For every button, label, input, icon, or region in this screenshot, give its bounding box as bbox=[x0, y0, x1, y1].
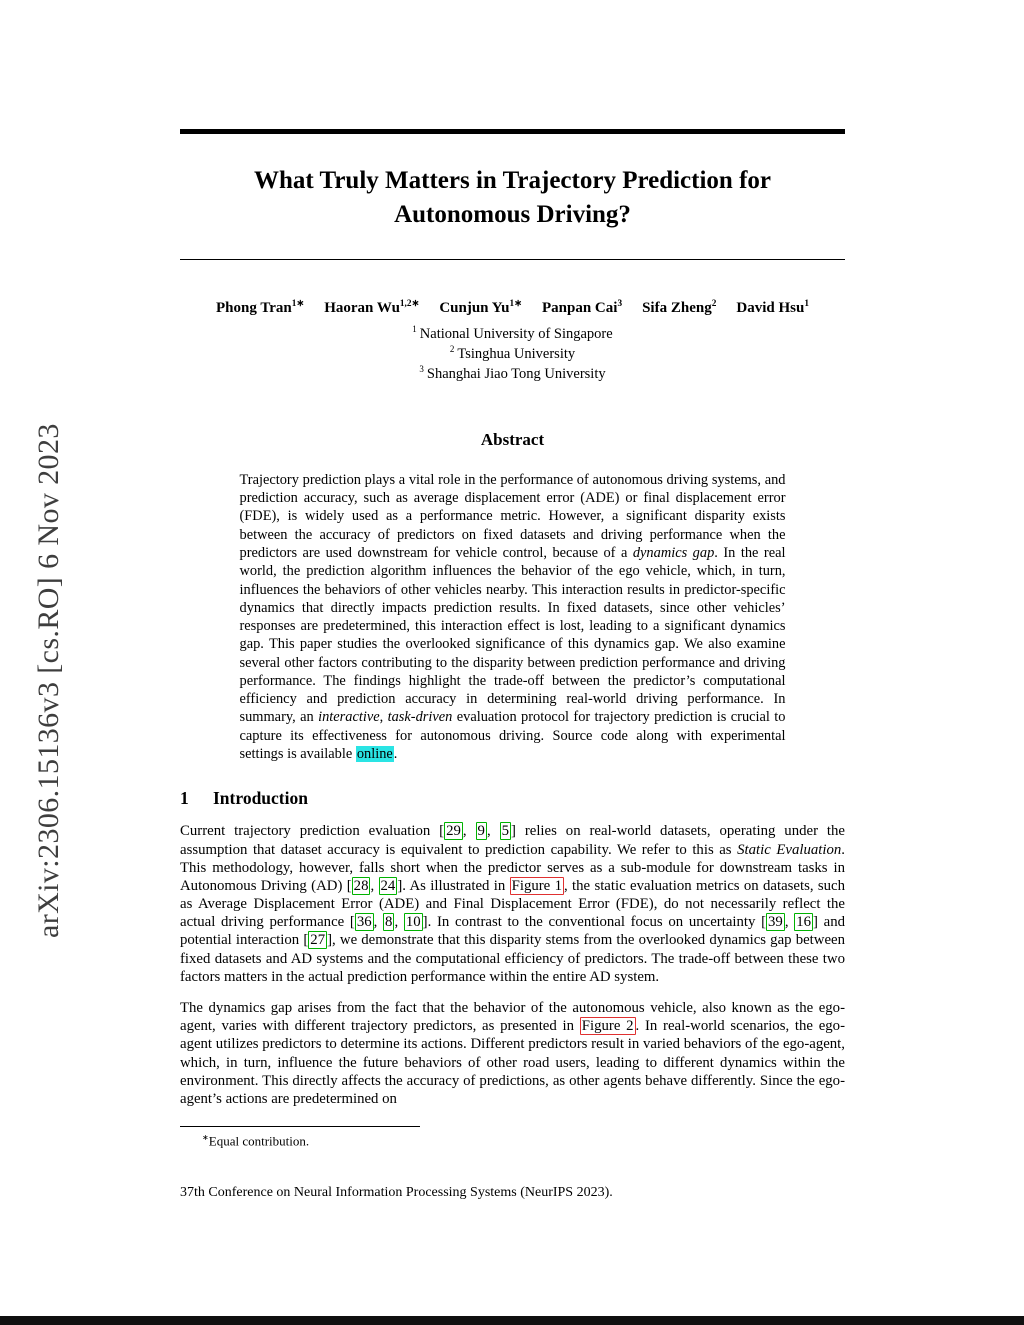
citation-link[interactable]: 29 bbox=[446, 823, 461, 840]
text-run: task-driven bbox=[387, 709, 453, 726]
author-name: David Hsu bbox=[736, 299, 805, 316]
text-run: ] relies on real-world datasets, operating under the assumption that dataset accuracy is equivalent to prediction capability. We refer to this as bbox=[180, 823, 845, 858]
author-affiliation-marker: 1∗ bbox=[291, 298, 305, 309]
text-run: evaluation protocol for trajectory prediction is crucial to capture its effectiveness for autonomous driving. Source code along with experimental settings is available bbox=[239, 709, 786, 763]
text-run: . bbox=[393, 746, 398, 763]
affiliation-name: Shanghai Jiao Tong University bbox=[426, 365, 606, 382]
citation-link[interactable]: 16 bbox=[796, 914, 812, 931]
author-name: Haoran Wu bbox=[324, 299, 400, 316]
affiliation-name: Tsinghua University bbox=[457, 345, 576, 362]
citation-link[interactable]: 8 bbox=[385, 914, 393, 931]
author-affiliation-marker: 1,2∗ bbox=[399, 298, 420, 309]
footnote-equal-contribution bbox=[180, 1133, 845, 1149]
abstract-heading: Abstract bbox=[480, 429, 545, 449]
text-run: ], we demonstrate that this disparity stems from the overlooked dynamics gap between fixed datasets and AD systems and the computational efficiency of predictors. The trade-off between these two factors matters in the actual prediction performance within the entire AD system. bbox=[180, 932, 845, 985]
conference-footer: 37th Conference on Neural Information Processing Systems (NeurIPS 2023). bbox=[180, 1185, 613, 1201]
paper-title bbox=[180, 164, 845, 232]
title-rule-top bbox=[180, 129, 845, 134]
text-run: , bbox=[784, 914, 795, 931]
title-rule-bottom bbox=[180, 259, 845, 260]
text-run: Static Evaluation bbox=[737, 841, 842, 858]
text-run: interactive bbox=[318, 709, 380, 726]
author-name: Phong Tran bbox=[216, 299, 292, 316]
text-run: Equal contribution. bbox=[208, 1133, 310, 1149]
section-title: Introduction bbox=[213, 788, 308, 809]
text-run: . This methodology, however, falls short when the predictor serves as a sub-module for downstream tasks in Autonomous Driving (AD) [ bbox=[180, 841, 845, 894]
text-run: Trajectory prediction plays a vital role in the performance of autonomous driving systems, and prediction accuracy, such as average displacement error (ADE) or final displacement error (FDE), is widely used as a performance metric. However, a significant disparity exists between the accuracy of predictors on fixed datasets and driving performance when the predictors are used downstream for vehicle control, because of a bbox=[239, 471, 786, 561]
text-run: Current trajectory prediction evaluation [ bbox=[180, 823, 445, 840]
author-name: Cunjun Yu bbox=[439, 299, 510, 316]
citation-link[interactable]: 9 bbox=[477, 823, 485, 840]
affiliation-list bbox=[180, 324, 845, 384]
author-affiliation-marker: 1∗ bbox=[509, 298, 522, 309]
author bbox=[324, 298, 419, 317]
citation-link[interactable]: 27 bbox=[310, 932, 326, 949]
paper-page bbox=[180, 0, 845, 1201]
footnote-rule bbox=[180, 1126, 420, 1127]
citation-link[interactable]: 39 bbox=[768, 914, 783, 931]
affiliation bbox=[180, 364, 845, 384]
author bbox=[439, 298, 522, 317]
citation-link[interactable]: 24 bbox=[380, 877, 396, 894]
author-name: Panpan Cai bbox=[541, 299, 618, 316]
author bbox=[642, 299, 716, 317]
text-run: , bbox=[462, 823, 476, 840]
text-run: ∗ bbox=[202, 1133, 209, 1143]
paper-title-line2: Autonomous Driving? bbox=[394, 200, 631, 228]
text-run: , the static evaluation metrics on datasets, such as Average Displacement Error (ADE) and Final Displacement Error (FDE), do not necessarily reflect the actual driving performance [ bbox=[180, 877, 846, 931]
abstract-text bbox=[240, 471, 786, 764]
affiliation-marker: 2 bbox=[449, 343, 455, 354]
figure-reference-link[interactable]: Figure 2 bbox=[581, 1018, 634, 1035]
text-run: dynamics gap bbox=[632, 544, 715, 561]
intro-paragraph-2 bbox=[180, 999, 845, 1108]
text-run: , bbox=[486, 823, 500, 840]
paper-title-line1: What Truly Matters in Trajectory Prediction for bbox=[253, 167, 772, 194]
citation-link[interactable]: 36 bbox=[356, 914, 372, 931]
author-affiliation-marker: 2 bbox=[711, 298, 717, 309]
affiliation-marker: 3 bbox=[419, 363, 424, 374]
author-affiliation-marker: 1 bbox=[804, 298, 809, 309]
affiliation-name: National University of Singapore bbox=[419, 325, 613, 342]
text-run: , bbox=[379, 709, 388, 726]
author bbox=[736, 299, 809, 317]
text-run: ] and potential interaction [ bbox=[180, 914, 846, 949]
intro-paragraph-1 bbox=[180, 822, 845, 986]
section-heading-introduction bbox=[180, 788, 845, 809]
text-run: ]. In contrast to the conventional focus on uncertainty [ bbox=[422, 914, 767, 931]
external-link[interactable]: online bbox=[356, 746, 393, 763]
affiliation bbox=[180, 344, 845, 364]
citation-link[interactable]: 5 bbox=[501, 823, 509, 840]
section-number: 1 bbox=[180, 788, 189, 809]
affiliation-marker: 1 bbox=[412, 323, 417, 334]
window-bottom-edge bbox=[0, 1316, 1024, 1325]
text-run: , bbox=[373, 914, 384, 931]
author bbox=[542, 299, 622, 317]
figure-reference-link[interactable]: Figure 1 bbox=[511, 877, 562, 894]
text-run: , bbox=[370, 877, 379, 894]
author-line bbox=[180, 298, 845, 317]
text-run: . In the real world, the prediction algorithm influences the behavior of the ego vehicle, which, in turn, influences the behaviors of other vehicles nearby. This interaction results in predictor-specific dynamics that directly impacts prediction results. In fixed datasets, since other vehicles’ responses are predetermined, this interaction effect is lost, leading to a significant dynamics gap. This paper studies the overlooked significance of this dynamics gap. We also examine several other factors contributing to the disparity between prediction performance and driving performance. The findings highlight the trade-off between the predictor’s computational efficiency and prediction accuracy in determining real-world driving performance. In summary, an bbox=[239, 544, 786, 726]
affiliation bbox=[180, 324, 845, 344]
author bbox=[216, 298, 304, 317]
citation-link[interactable]: 28 bbox=[353, 877, 369, 894]
text-run: , bbox=[394, 914, 404, 931]
text-run: The dynamics gap arises from the fact that the behavior of the autonomous vehicle, also known as the ego-agent, varies with different trajectory predictors, as presented in bbox=[180, 1000, 845, 1035]
author-name: Sifa Zheng bbox=[642, 299, 712, 316]
author-affiliation-marker: 3 bbox=[617, 298, 623, 309]
arxiv-watermark: arXiv:2306.15136v3 [cs.RO] 6 Nov 2023 bbox=[32, 423, 65, 938]
text-run: ]. As illustrated in bbox=[397, 877, 510, 894]
text-run: . In real-world scenarios, the ego-agent utilizes predictors to determine its actions. Different predictors result in varied behaviors of the ego-agent, which, in turn, influence the future behaviors of other road users, leading to different dynamics within the environment. This directly affects the accuracy of predictions, as other agents behave differently. Since the ego-agent’s actions are predetermined on bbox=[180, 1018, 845, 1107]
citation-link[interactable]: 10 bbox=[405, 914, 421, 931]
